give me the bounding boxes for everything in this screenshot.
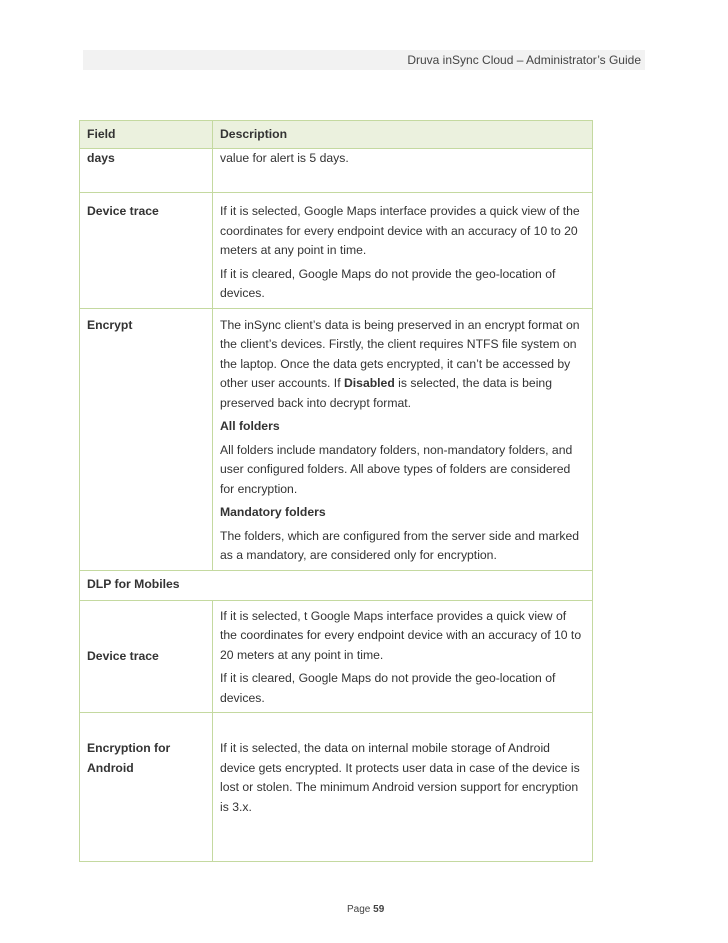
column-header-field: Field: [80, 121, 213, 149]
text-run: The inSync client’s data is being preserved in an encrypt format on the client’s devices. Firstly, the client requires NTFS file system on the laptop. Once the data gets encrypted, it can’t be accessed by other user accounts. If: [220, 317, 580, 390]
field-cell: days: [80, 149, 213, 193]
description-text: The folders, which are configured from the server side and marked as a mandatory, are considered only for encryption.: [220, 528, 580, 562]
description-cell: [213, 713, 593, 862]
bold-term: Disabled: [343, 376, 395, 390]
page-label: Page: [347, 904, 371, 915]
subheading: All folders: [220, 419, 280, 433]
table-row: [80, 713, 593, 862]
description-text: If it is selected, t Google Maps interface provides a quick view of the coordinates for every endpoint device with an accuracy of 10 to 20 meters at any point in time.: [220, 608, 582, 662]
description-cell: [213, 600, 593, 713]
table-row: [80, 149, 593, 193]
table-row: [80, 600, 593, 713]
description-cell: [213, 149, 593, 193]
field-cell: Device trace: [80, 193, 213, 309]
table-row: [80, 308, 593, 570]
field-description-table: [79, 120, 593, 862]
page-number: [347, 904, 384, 915]
column-header-description: Description: [213, 121, 593, 149]
page-number-value: 59: [373, 904, 385, 915]
description-text: value for alert is 5 days.: [220, 151, 349, 165]
table-header-row: [80, 121, 593, 149]
description-text: If it is cleared, Google Maps do not provide the geo-location of devices.: [220, 671, 556, 705]
running-header: [83, 50, 645, 70]
description-text: If it is cleared, Google Maps do not provide the geo-location of devices.: [220, 266, 556, 300]
header-title: Druva inSync Cloud – Administrator’s Guide: [407, 53, 641, 67]
field-cell: Encrypt: [80, 308, 213, 570]
description-text: If it is selected, Google Maps interface provides a quick view of the coordinates for every endpoint device with an accuracy of 10 to 20 meters at any point in time.: [220, 204, 580, 257]
description-cell: [213, 193, 593, 309]
section-title: DLP for Mobiles: [80, 570, 593, 600]
field-cell: Encryption for Android: [80, 713, 213, 862]
section-row: [80, 570, 593, 600]
table-row: [80, 193, 593, 309]
description-text: [220, 316, 586, 414]
description-text: If it is selected, the data on internal mobile storage of Android device gets encrypted. It protects user data in case of the device is lost or stolen. The minimum Android version support for encryption is 3.x.: [220, 741, 580, 814]
subheading: Mandatory folders: [220, 505, 326, 519]
description-text: All folders include mandatory folders, non-mandatory folders, and user configured folders. All above types of folders are considered for encryption.: [220, 442, 573, 496]
description-cell: [213, 308, 593, 570]
text-run: is selected, the data is being preserved back into decrypt format.: [220, 376, 552, 410]
field-cell: Device trace: [80, 600, 213, 713]
